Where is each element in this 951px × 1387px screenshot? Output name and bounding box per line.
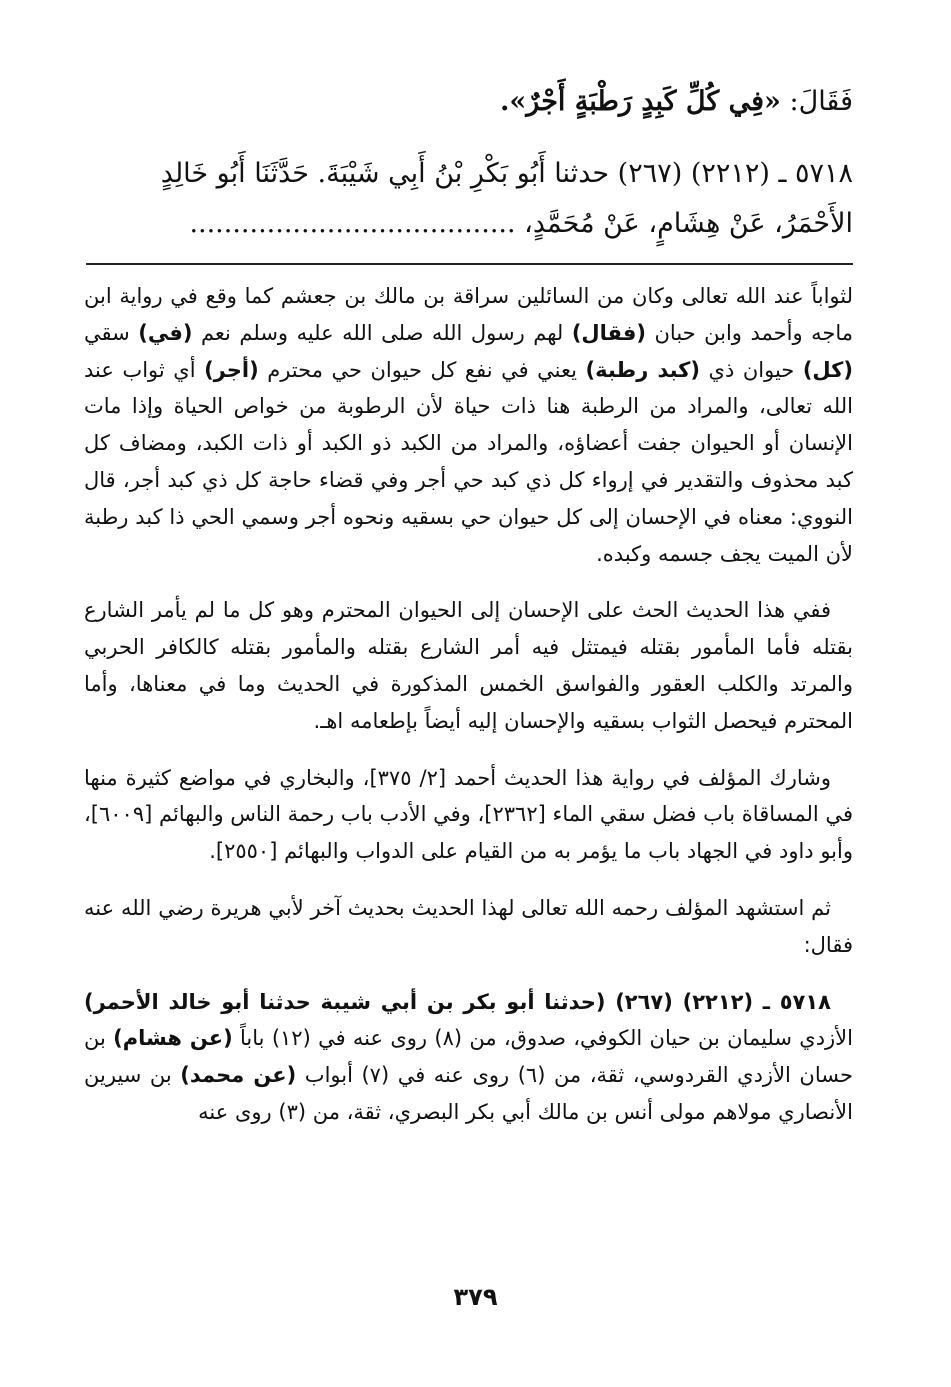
text-segment: بن حسان الأزدي القردوسي، ثقة، من (٦) روى عنه في (٧) أبواب [84,1026,853,1088]
commentary-paragraph-1 [84,278,853,572]
text-segment: حيوان ذي [700,357,803,382]
commentary-paragraph-2: ففي هذا الحديث الحث على الإحسان إلى الحيوان المحترم وهو كل ما لم يأمر الشارع بقتله فأما المأمور بقتله فيمتثل فيه أمر الشارع بقتله والمأمور بقتله كالكافر الحربي والمرتد والكلب العقور والفواسق الخمس المذكورة في الحديث وما في معناها، وأما المحترم فيحصل الثواب بسقيه والإحسان إليه أيضاً بإطعامه اهـ. [84,598,853,733]
text-segment: (كبد رطبة) [585,357,700,382]
text-segment: (أجر) [204,357,259,382]
separator-rule [86,263,853,265]
text-segment: يعني في نفع كل حيوان حي محترم [258,357,586,382]
text-segment: (كل) [802,357,853,382]
hadith-text-line-2: ٥٧١٨ ـ (٢٢١٢) (٢٦٧) حدثنا أَبُو بَكْرِ بْنُ أَبِي شَيْبَةَ. حَدَّثَنَا أَبُو خَالِدٍ [160,158,853,189]
text-segment: سقي [84,320,139,345]
text-segment: (عن محمد) [180,1063,297,1088]
commentary-paragraph-5 [84,984,853,1131]
commentary-paragraph-4: ثم استشهد المؤلف رحمه الله تعالى لهذا الحديث بحديث آخر لأبي هريرة رضي الله عنه فقال: [84,895,853,957]
text-segment: (عن هشام) [113,1026,233,1051]
text-segment: بن سيرين الأنصاري مولاهم مولى أنس بن مالك أبي بكر البصري، ثقة، من (٣) روى عنه [84,1063,853,1124]
commentary-paragraph-3: وشارك المؤلف في رواية هذا الحديث أحمد [٢/ ٣٧٥]، والبخاري في مواضع كثيرة منها في المساقاة باب فضل سقي الماء [٢٣٦٢]، وفي الأدب باب رحمة الناس والبهائم [٦٠٠٩]، وأبو داود في الجهاد باب ما يؤمر به من القيام على الدواب والبهائم [٢٥٥٠]. [84,765,853,864]
hadith-text-line-1 [80,74,853,130]
commentary [84,278,853,1131]
text-segment: ٥٧١٨ ـ (٢٢١٢) (٢٦٧) (حدثنا أبو بكر بن أبي شيبة حدثنا أبو خالد الأحمر) [84,989,831,1014]
text-segment: أي ثواب عند الله تعالى، والمراد من الرطبة هنا ذات حياة لأن الرطوبة من خواص الحياة وإذا مات الإنسان أو الحيوان جفت أعضاؤه، والمراد من الكبد ذو الكبد أو ذات الكبد، ومضاف كل كبد محذوف والتقدير في إرواء كل ذي كبد حي أجر وفي قضاء حاجة كل ذي كبد أجر، قال النووي: معناه في الإحسان إلى كل حيوان حي بسقيه ونحوه أجر وسمي الحي ذا كبد رطبة لأن الميت يجف جسمه وكبده. [84,357,853,566]
hadith-quote: «فِي كُلِّ كَبِدٍ رَطْبَةٍ أَجْرٌ». [500,86,781,117]
text-segment: الأزدي سليمان بن حيان الكوفي، صدوق، من (٨) روى عنه في (١٢) باباً [232,1026,853,1051]
page-number: ٣٧٩ [453,1283,498,1311]
text-segment: (فقال) [571,320,646,345]
hadith-text-line-3: الأَحْمَرُ، عَنْ هِشَامٍ، عَنْ مُحَمَّدٍ، ...................................... [189,208,853,239]
hadith-lead: فَقَالَ: [780,86,853,117]
text-segment: لهم رسول الله صلى الله عليه وسلم نعم [192,320,572,345]
text-segment: (في) [138,320,193,345]
text-segment: لثواباً عند الله تعالى وكان من السائلين سراقة بن مالك بن جعشم كما وقع في رواية ابن ماجه وأحمد وابن حبان [84,284,853,345]
